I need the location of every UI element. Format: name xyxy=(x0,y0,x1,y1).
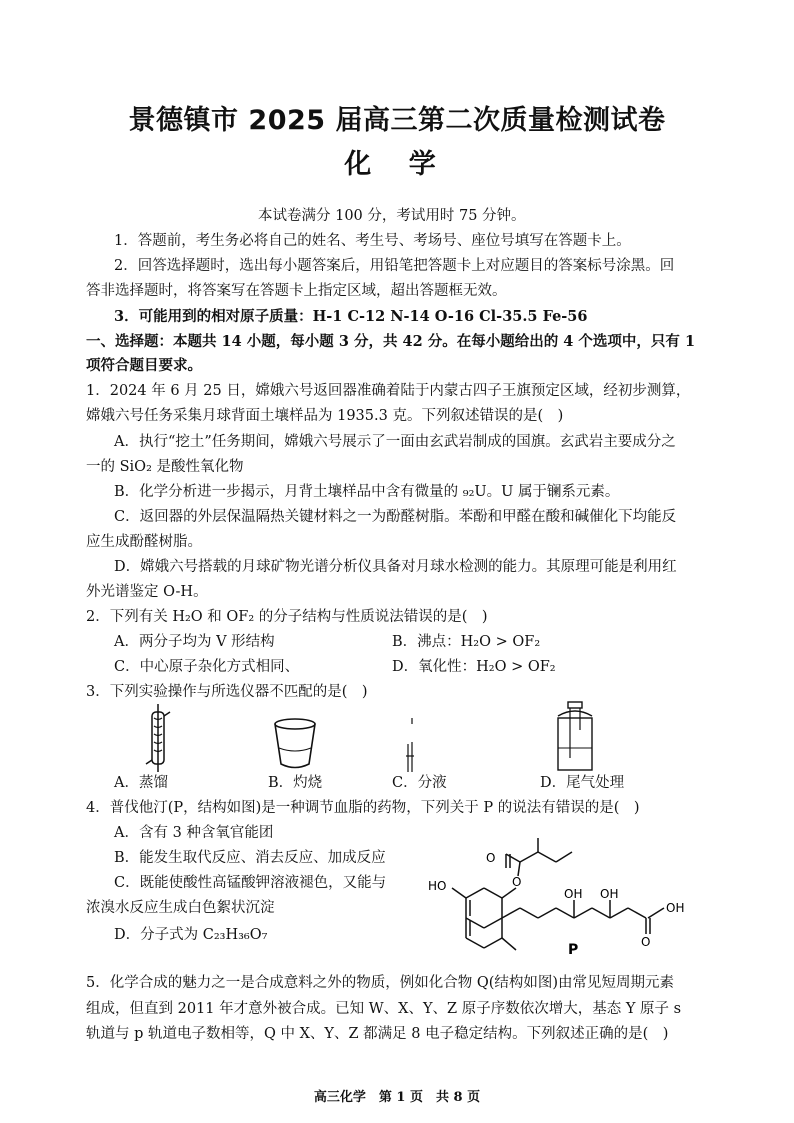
section-heading-2: 项符合题目要求。 xyxy=(86,357,202,374)
instruction-3: 3．可能用到的相对原子质量：H-1 C-12 N-14 O-16 Cl-35.5 Fe-56 xyxy=(114,308,588,325)
q3-stem: 3．下列实验操作与所选仪器不匹配的是( ) xyxy=(86,684,368,700)
q1-option-a-1: A．执行“挖土”任务期间，嫦娥六号展示了一面由玄武岩制成的国旗。玄武岩主要成分之 xyxy=(114,434,676,450)
q1-stem-2: 嫦娥六号任务采集月球背面土壤样品为 1935.3 克。下列叙述错误的是( ) xyxy=(86,408,564,424)
subject-title: 化 学 xyxy=(344,149,450,180)
q2-option-c: C．中心原子杂化方式相同、 xyxy=(114,659,300,675)
q1-option-c-1: C．返回器的外层保温隔热关键材料之一为酚醛树脂。苯酚和甲醛在酸和碱催化下均能反 xyxy=(114,509,677,525)
q4-stem: 4．普伐他汀(P，结构如图)是一种调节血脂的药物，下列关于 P 的说法有错误的是( ) xyxy=(86,800,640,816)
struct-label-o3: O xyxy=(641,935,651,949)
q3-option-a: A．蒸馏 xyxy=(114,775,168,791)
q3-option-c: C．分液 xyxy=(392,775,447,791)
q5-line-3: 轨道与 p 轨道电子数相等，Q 中 X、Y、Z 都满足 8 电子稳定结构。下列叙述正确的是( ) xyxy=(86,1026,669,1042)
q4-option-c-2: 浓溴水反应生成白色絮状沉淀 xyxy=(86,900,275,916)
struct-label-o1: O xyxy=(486,851,496,865)
q2-option-a: A．两分子均为 V 形结构 xyxy=(114,634,275,650)
q1-option-a-2: 一的 SiO₂ 是酸性氧化物 xyxy=(86,459,244,475)
instruction-1: 1．答题前，考生务必将自己的姓名、考生号、考场号、座位号填写在答题卡上。 xyxy=(114,233,631,249)
condenser-apparatus-icon xyxy=(140,702,180,774)
pravastatin-structure-diagram xyxy=(420,832,720,964)
instruction-2b: 答非选择题时，将答案写在答题卡上指定区域，超出答题框无效。 xyxy=(86,283,507,299)
page-footer: 高三化学 第 1 页 共 8 页 xyxy=(313,1090,481,1105)
struct-label-o2: O xyxy=(512,875,522,889)
q3-option-d: D．尾气处理 xyxy=(540,775,625,791)
q1-option-b: B．化学分析进一步揭示，月背土壤样品中含有微量的 ₉₂U。U 属于镧系元素。 xyxy=(114,484,620,500)
struct-label-oh3: OH xyxy=(666,901,685,915)
separatory-funnel-icon xyxy=(400,716,424,774)
q2-option-b: B．沸点：H₂O > OF₂ xyxy=(392,634,541,650)
q2-stem: 2．下列有关 H₂O 和 OF₂ 的分子结构与性质说法错误的是( ) xyxy=(86,609,488,625)
crucible-icon xyxy=(270,716,320,772)
q4-option-d: D．分子式为 C₂₃H₃₆O₇ xyxy=(114,927,268,943)
q1-option-d-1: D．嫦娥六号搭载的月球矿物光谱分析仪具备对月球水检测的能力。其原理可能是利用红 xyxy=(114,559,677,575)
q1-option-c-2: 应生成酚醛树脂。 xyxy=(86,534,202,550)
gas-absorption-bottle-icon xyxy=(552,700,602,774)
q4-option-c-1: C．既能使酸性高锰酸钾溶液褪色，又能与 xyxy=(114,875,387,891)
struct-label-oh2: OH xyxy=(600,887,619,901)
q1-option-d-2: 外光谱鉴定 O-H。 xyxy=(86,584,208,600)
exam-title: 景德镇市 2025 届高三第二次质量检测试卷 xyxy=(128,105,666,136)
q3-option-b: B．灼烧 xyxy=(268,775,323,791)
q4-option-b: B．能发生取代反应、消去反应、加成反应 xyxy=(114,850,386,866)
instruction-score: 本试卷满分 100 分，考试用时 75 分钟。 xyxy=(258,208,526,224)
instruction-2a: 2．回答选择题时，选出每小题答案后，用铅笔把答题卡上对应题目的答案标号涂黑。回 xyxy=(114,258,675,274)
q5-line-1: 5．化学合成的魅力之一是合成意料之外的物质，例如化合物 Q(结构如图)由常见短周期元素 xyxy=(86,975,675,991)
struct-label-ho: HO xyxy=(428,879,447,893)
q2-option-d: D．氧化性：H₂O > OF₂ xyxy=(392,659,556,675)
q4-option-a: A．含有 3 种含氧官能团 xyxy=(114,825,274,841)
struct-label-p: P xyxy=(568,942,579,958)
q5-line-2: 组成，但直到 2011 年才意外被合成。已知 W、X、Y、Z 原子序数依次增大，基态 Y 原子 s xyxy=(86,1001,682,1017)
q1-stem-1: 1．2024 年 6 月 25 日，嫦娥六号返回器准确着陆于内蒙古四子王旗预定区域，经初步测算， xyxy=(86,383,691,399)
section-heading-1: 一、选择题：本题共 14 小题，每小题 3 分，共 42 分。在每小题给出的 4 个选项中，只有 1 xyxy=(86,333,696,350)
struct-label-oh1: OH xyxy=(564,887,583,901)
